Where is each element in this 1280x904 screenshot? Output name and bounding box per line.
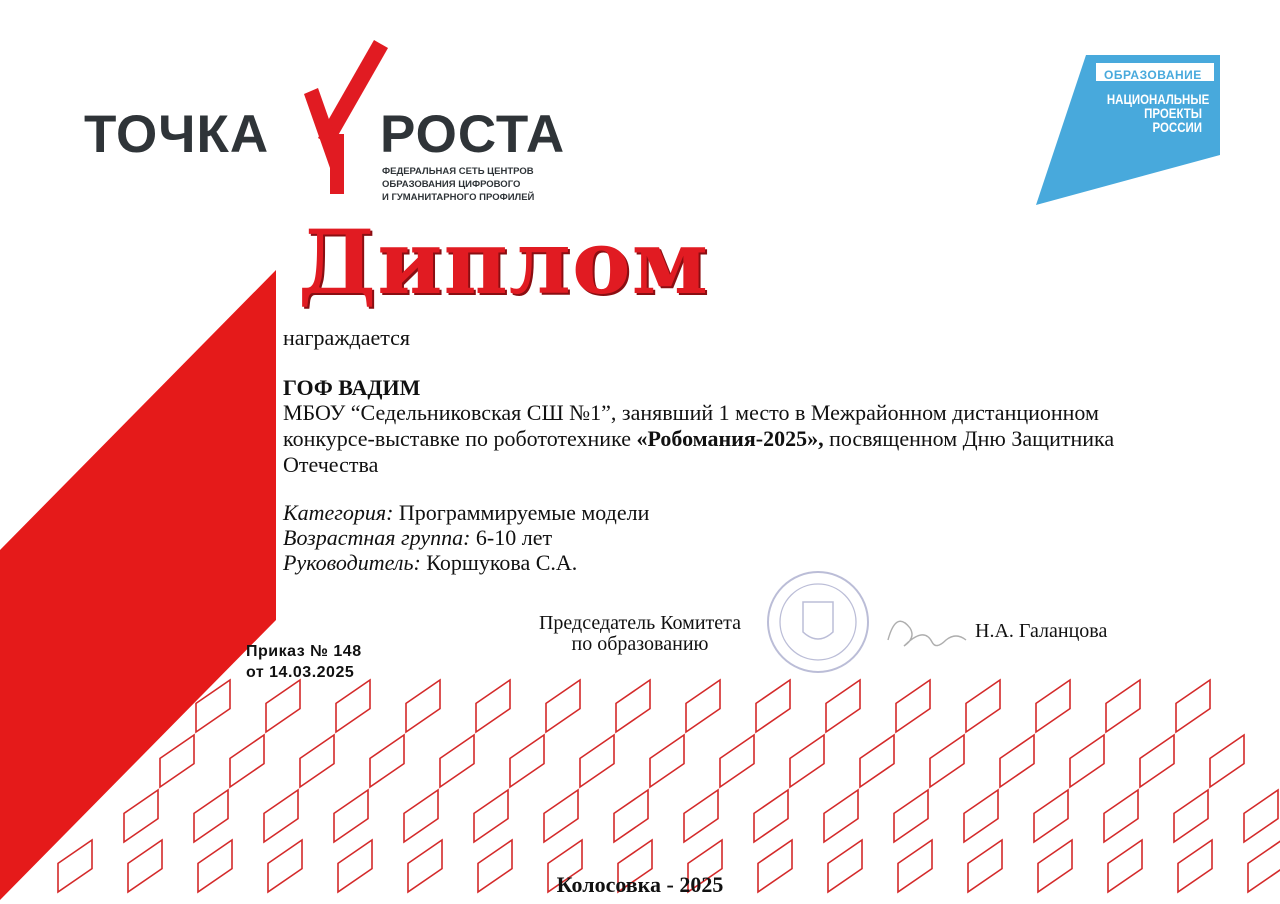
description-text-1: МБОУ “Седельниковская СШ №1”, занявший 1 место в Межрайонном дистанционном конкурсе-выставке по робототехнике [283, 400, 1099, 451]
lattice-diamond [894, 790, 928, 842]
lattice-diamond [1104, 790, 1138, 842]
national-projects-caption: ОБРАЗОВАНИЕ [1104, 68, 1202, 82]
award-description [283, 400, 1163, 478]
lattice-diamond [1036, 680, 1070, 732]
lattice-diamond [404, 790, 438, 842]
lattice-diamond [720, 735, 754, 787]
lattice-diamond [896, 680, 930, 732]
lattice-diamond [1000, 735, 1034, 787]
lattice-diamond [1210, 735, 1244, 787]
lattice-diamond [1176, 680, 1210, 732]
lattice-diamond [1070, 735, 1104, 787]
lattice-diamond [544, 790, 578, 842]
lattice-diamond [580, 735, 614, 787]
lattice-diamond [160, 735, 194, 787]
lattice-diamond [476, 680, 510, 732]
lattice-diamond [790, 735, 824, 787]
detail-category: Категория: Программируемые модели [283, 500, 650, 525]
description-text-2: посвященном Дню Защитника Отечества [283, 426, 1115, 477]
lattice-diamond [1140, 735, 1174, 787]
lattice-diamond [440, 735, 474, 787]
lattice-diamond [474, 790, 508, 842]
lattice-diamond [684, 790, 718, 842]
red-band-shape [0, 270, 276, 900]
logo-subtitle: ФЕДЕРАЛЬНАЯ СЕТЬ ЦЕНТРОВ ОБРАЗОВАНИЯ ЦИФРОВОГО И ГУМАНИТАРНОГО ПРОФИЛЕЙ [382, 166, 535, 203]
award-details [283, 500, 649, 575]
logo-word-tochka: ТОЧКА [84, 105, 270, 164]
lattice-diamond [826, 680, 860, 732]
diploma-title: Диплом [298, 210, 710, 314]
lattice-diamond [1244, 790, 1278, 842]
lattice-diamond [756, 680, 790, 732]
lattice-diamond [406, 680, 440, 732]
lattice-diamond [860, 735, 894, 787]
detail-supervisor: Руководитель: Коршукова С.А. [283, 550, 578, 575]
lattice-diamond [964, 790, 998, 842]
signature-scribble [888, 621, 966, 646]
lattice-diamond [266, 680, 300, 732]
logo-word-rosta: РОСТА [380, 105, 566, 164]
awarded-label: награждается [283, 325, 411, 350]
lattice-diamond [546, 680, 580, 732]
lattice-diamond [616, 680, 650, 732]
lattice-diamond [336, 680, 370, 732]
lattice-diamond [370, 735, 404, 787]
lattice-diamond [614, 790, 648, 842]
lattice-diamond [650, 735, 684, 787]
lattice-diamond [230, 735, 264, 787]
footer-place-year: Колосовка - 2025 [556, 872, 724, 897]
lattice-diamond [966, 680, 1000, 732]
detail-age-group: Возрастная группа: 6-10 лет [283, 525, 553, 550]
lattice-diamond [754, 790, 788, 842]
lattice-diamond [124, 790, 158, 842]
lattice-diamond [1106, 680, 1140, 732]
order-reference: Приказ № 148 от 14.03.2025 [246, 643, 362, 681]
lattice-diamond [510, 735, 544, 787]
national-projects-text: НАЦИОНАЛЬНЫЕ ПРОЕКТЫ РОССИИ [1106, 91, 1210, 135]
signer-name: Н.А. Галанцова [975, 620, 1108, 642]
lattice-diamond [686, 680, 720, 732]
lattice-diamond [1034, 790, 1068, 842]
lattice-diamond [824, 790, 858, 842]
lattice-diamond [334, 790, 368, 842]
lattice-diamond [194, 790, 228, 842]
contest-name: «Робомания-2025», [636, 426, 824, 451]
recipient-name: ГОФ ВАДИМ [283, 375, 421, 400]
lattice-diamond [264, 790, 298, 842]
lattice-diamond [1174, 790, 1208, 842]
diamond-lattice-pattern [58, 680, 1280, 892]
official-stamp [768, 572, 868, 672]
chairman-title: Председатель Комитета по образованию [538, 612, 742, 655]
lattice-diamond [300, 735, 334, 787]
lattice-diamond [930, 735, 964, 787]
